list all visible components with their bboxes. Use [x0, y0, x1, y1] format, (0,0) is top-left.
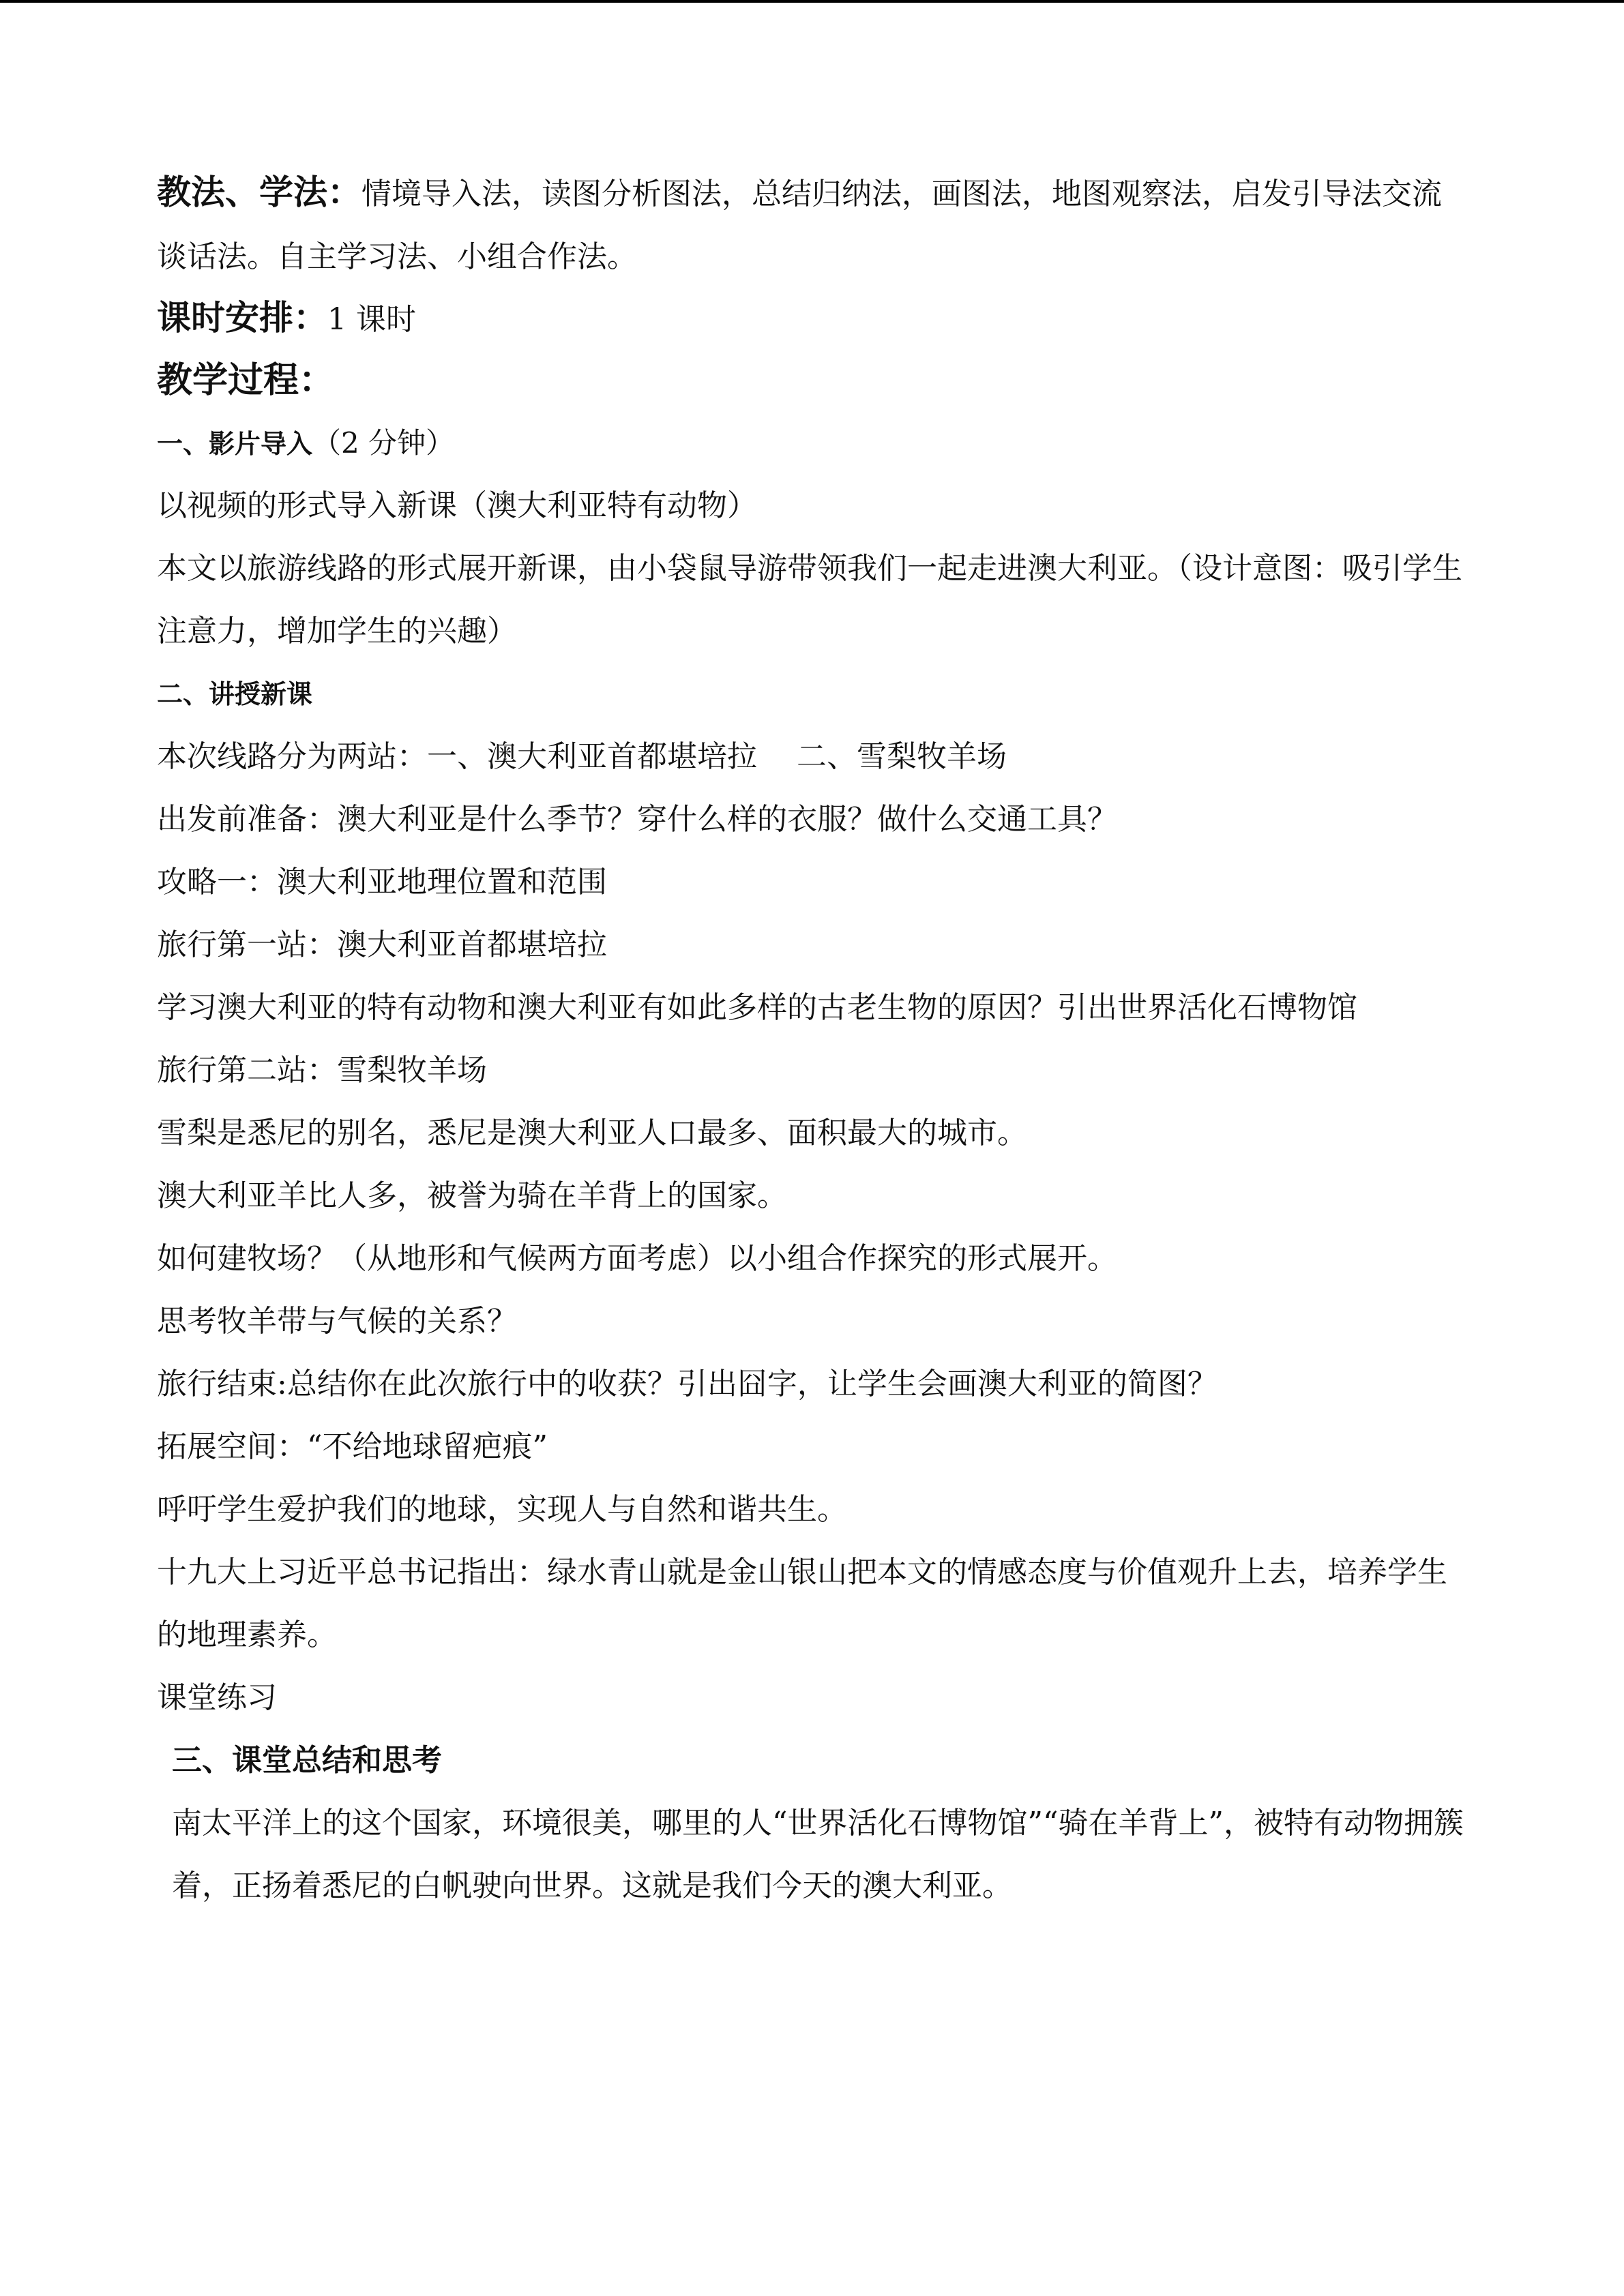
process-title: 教学过程：	[157, 360, 335, 401]
section2-line: 攻略一：澳大利亚地理位置和范围	[157, 865, 607, 899]
section1-title: 一、影片导入	[157, 429, 313, 459]
section2-title: 二、讲授新课	[157, 679, 313, 709]
section2-line: 课堂练习	[157, 1680, 277, 1715]
schedule-value: 1 课时	[327, 302, 416, 337]
section3-paragraph: 南太平洋上的这个国家，环境很美，哪里的人“世界活化石博物馆”“骑在羊背上”，被特有动物拥簇着，正扬着悉尼的白帆驶向世界。这就是我们今天的澳大利亚。	[172, 1806, 1464, 1903]
section1-line: 以视频的形式导入新课（澳大利亚特有动物）	[157, 488, 757, 523]
section2-line: 旅行结束:总结你在此次旅行中的收获？引出囧字，让学生会画澳大利亚的简图？	[157, 1367, 1217, 1401]
schedule-label: 课时安排：	[157, 298, 327, 338]
section2-line: 澳大利亚羊比人多，被誉为骑在羊背上的国家。	[157, 1178, 787, 1213]
document-page	[157, 161, 1466, 1918]
section2-line: 拓展空间：“不给地球留疤痕”	[157, 1429, 548, 1464]
methods-paragraph	[157, 161, 1466, 286]
section1-line: 本文以旅游线路的形式展开新课，由小袋鼠导游带领我们一起走进澳大利亚。（设计意图：吸引学生注意力，增加学生的兴趣）	[157, 551, 1462, 648]
schedule-line	[157, 286, 1466, 349]
section2-line: 旅行第一站：澳大利亚首都堪培拉	[157, 927, 607, 962]
methods-label: 教法、学法：	[157, 173, 361, 212]
section3-title: 三、课堂总结和思考	[172, 1743, 442, 1778]
section2-line: 如何建牧场？（从地形和气候两方面考虑）以小组合作探究的形式展开。	[157, 1241, 1117, 1276]
section2-line: 思考牧羊带与气候的关系？	[157, 1304, 517, 1339]
section2-line: 十九大上习近平总书记指出：绿水青山就是金山银山把本文的情感态度与价值观升上去，培养学生的地理素养。	[157, 1555, 1447, 1652]
section1-heading	[157, 412, 1466, 475]
section2-line: 呼吁学生爱护我们的地球，实现人与自然和谐共生。	[157, 1492, 847, 1527]
section2-line: 出发前准备：澳大利亚是什么季节？穿什么样的衣服？做什么交通工具？	[157, 802, 1117, 837]
section2-line: 雪梨是悉尼的别名，悉尼是澳大利亚人口最多、面积最大的城市。	[157, 1116, 1027, 1150]
section2-line: 本次线路分为两站：一、澳大利亚首都堪培拉 二、雪梨牧羊场	[157, 739, 1007, 774]
section1-duration: （2 分钟）	[312, 426, 455, 460]
section2-line: 学习澳大利亚的特有动物和澳大利亚有如此多样的古老生物的原因？引出世界活化石博物馆	[157, 990, 1357, 1025]
section2-line: 旅行第二站：雪梨牧羊场	[157, 1053, 487, 1088]
top-border-line	[0, 0, 1624, 3]
methods-text: 情境导入法，读图分析图法，总结归纳法，画图法，地图观察法，启发引导法交流谈话法。自主学习法、小组合作法。	[157, 177, 1442, 274]
